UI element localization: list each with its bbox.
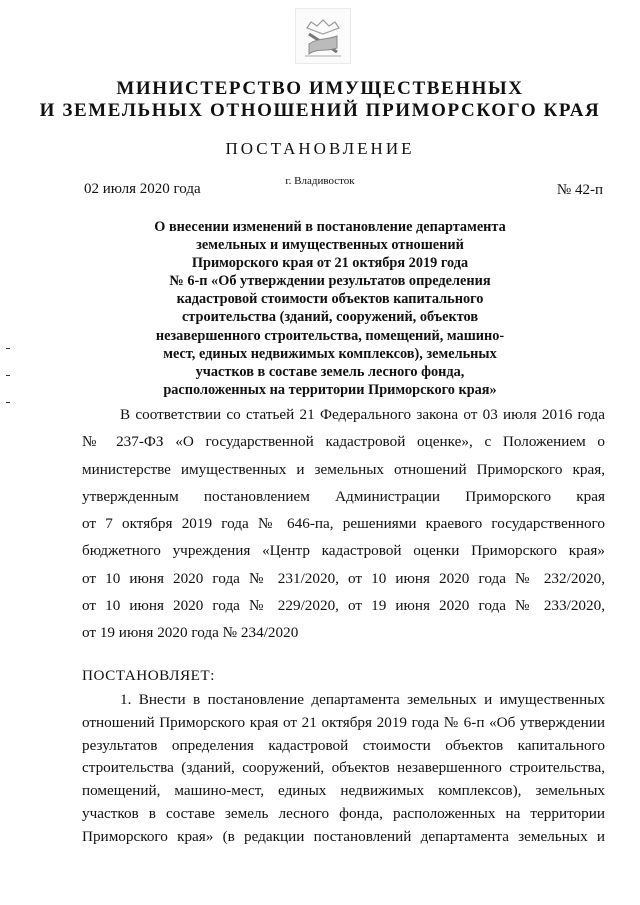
item-line: помещений, машино-мест, единых недвижимых комплексов), земельных [82,782,605,800]
margin-mark [6,402,10,403]
title-line: № 6-п «Об утверждении результатов определения [169,273,491,290]
title-line: Приморского края от 21 октября 2019 года [191,255,469,272]
title-line: участков в составе земель лесного фонда, [195,363,465,380]
document-type: ПОСТАНОВЛЕНИЕ [225,139,415,158]
document-date: 02 июля 2020 года [84,181,201,197]
item-line: результатов определения кадастровой стоимости объектов капитального [82,736,605,754]
title-line: незавершенного строительства, помещений, машино- [155,327,505,344]
document-number: № 42-п [556,182,603,198]
item-line: Приморского края» (в редакции постановлений департамента земельных и [82,827,605,845]
body-line: бюджетного учреждения «Центр кадастровой оценки Приморского края» [82,542,605,560]
body-line: министерстве имущественных и земельных отношений Приморского края, [82,460,605,478]
title-line: земельных и имущественных отношений [196,237,464,254]
item-line: участков в составе земель лесного фонда, расположенных на территории [82,804,605,822]
item-line: 1. Внести в постановление департамента земельных и имущественных [120,691,605,708]
body-line: от 19 июня 2020 года № 234/2020 [82,624,299,642]
body-line: от 10 июня 2020 года № 229/2020, от 19 июня 2020 года № 233/2020, [82,597,605,615]
title-line: мест, единых недвижимых комплексов), земельных [163,345,497,362]
document-title [130,218,530,399]
decree-word: ПОСТАНОВЛЯЕТ: [82,667,215,684]
coat-of-arms-icon [295,8,351,64]
ministry-name-line1: МИНИСТЕРСТВО ИМУЩЕСТВЕННЫХ [116,78,524,99]
ministry-name-line2: И ЗЕМЕЛЬНЫХ ОТНОШЕНИЙ ПРИМОРСКОГО КРАЯ [39,100,601,121]
body-line: № 237-ФЗ «О государственной кадастровой оценке», с Положением о [82,433,605,451]
body-line: от 7 октября 2019 года № 646-па, решениями краевого государственного [82,515,605,533]
city: г. Владивосток [285,175,355,187]
margin-mark [6,375,10,376]
item-line: строительства (зданий, сооружений, объектов незавершенного строительства, [82,759,605,777]
item-1-paragraph [82,690,605,850]
body-line: В соответствии со статьей 21 Федерального закона от 03 июля 2016 года [120,406,605,423]
body-line: утвержденным постановлением Администрации Приморского края [82,487,605,505]
title-line: кадастровой стоимости объектов капитального [176,291,484,308]
title-line: О внесении изменений в постановление департамента [154,219,506,235]
body-line: от 10 июня 2020 года № 231/2020, от 10 июня 2020 года № 232/2020, [82,569,605,587]
preamble-paragraph [82,405,605,651]
margin-mark [6,348,10,349]
title-line: строительства (зданий, сооружений, объектов [181,309,479,326]
title-line: расположенных на территории Приморского края» [163,381,497,398]
item-line: отношений Приморского края от 21 октября 2019 года № 6-п «Об утверждении [82,713,605,731]
